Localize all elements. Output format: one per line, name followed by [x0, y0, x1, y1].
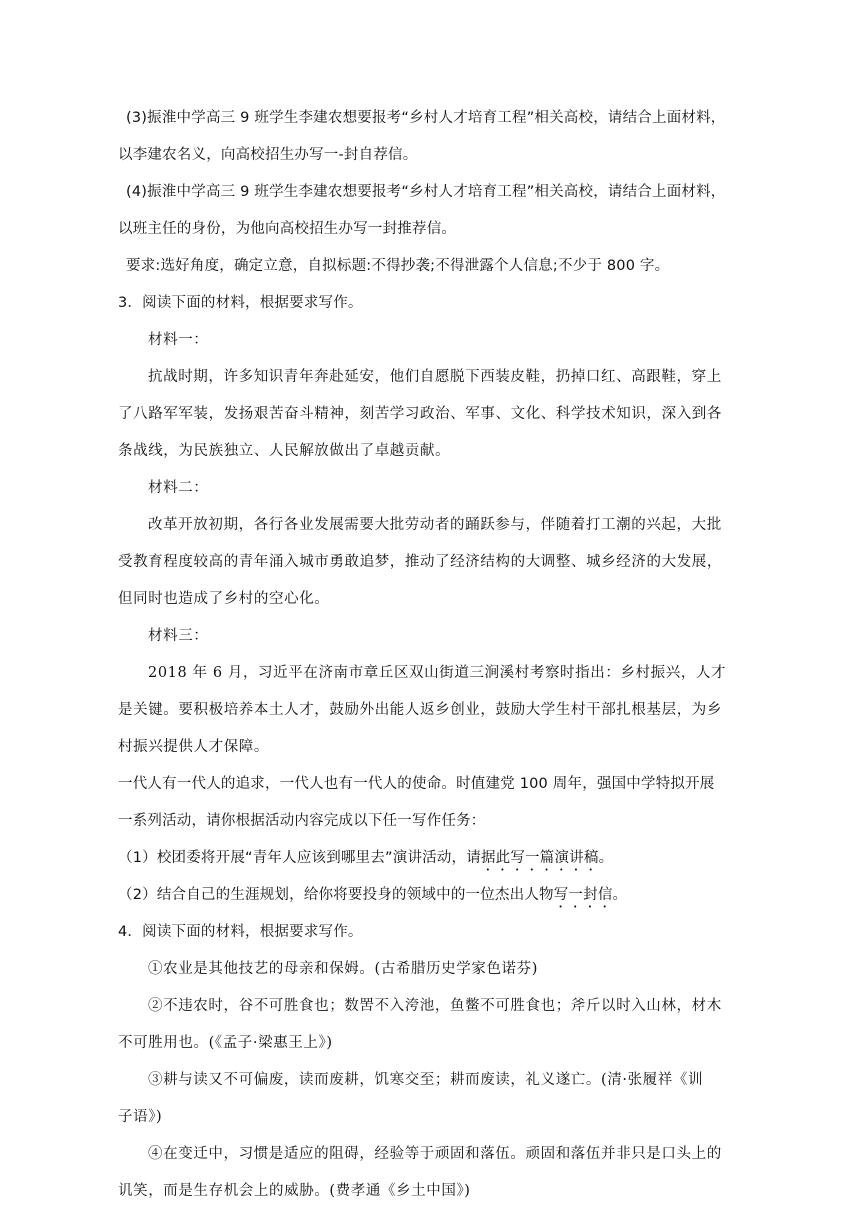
q3-prev-task3-line1: (3)振淮中学高三 9 班学生李建农想要报考“乡村人才培育工程”相关高校，请结合上面材料，: [126, 110, 726, 126]
material-2-line1: 改革开放初期，各行各业发展需要大批劳动者的踊跃参与，伴随着打工潮的兴起，大批: [148, 517, 722, 533]
writing-requirement: 要求:选好角度，确定立意，自拟标题:不得抄袭;不得泄露个人信息;不少于 800 字。: [126, 258, 670, 274]
question-4-heading: 4．阅读下面的材料，根据要求写作。: [118, 924, 363, 940]
quote-3-line1: ③耕与读又不可偏废，读而废耕，饥寒交至；耕而废读，礼义遂亡。(清·张履祥《训: [148, 1072, 704, 1088]
quote-2-line2: 不可胜用也。(《孟子·梁惠王上》): [118, 1035, 333, 1051]
material-2-label: 材料二：: [148, 480, 209, 496]
writing-task-1: [118, 840, 738, 877]
task-intro-line2: 一系列活动，请你根据活动内容完成以下任一写作任务：: [118, 813, 486, 829]
material-3-line1: 2018 年 6 月，习近平在济南市章丘区双山街道三涧溪村考察时指出：乡村振兴，人才: [148, 665, 727, 681]
material-1-line3: 条战线，为民族独立、人民解放做出了卓越贡献。: [118, 443, 451, 459]
q3-prev-task3-line2: 以李建农名义，向高校招生办写一-封自荐信。: [118, 147, 418, 163]
material-3-label: 材料三：: [148, 628, 209, 644]
material-3-line3: 村振兴提供人才保障。: [118, 739, 269, 755]
material-1-line2: 了八路军军装，发扬艰苦奋斗精神，刻苦学习政治、军事、文化、科学技术知识，深入到各: [118, 406, 722, 422]
material-2-line2: 受教育程度较高的青年涌入城市勇敢追梦，推动了经济结构的大调整、城乡经济的大发展，: [118, 554, 722, 570]
quote-4-line1: ④在变迁中，习惯是适应的阻碍，经验等于顽固和落伍。顽固和落伍并非只是口头上的: [148, 1146, 722, 1162]
q3-prev-task4-line2: 以班主任的身份，为他向高校招生办写一封推荐信。: [118, 221, 457, 237]
writing-task-1-emphasis: 据此写一篇演讲稿: [480, 850, 599, 866]
quote-4-line2: 讥笑，而是生存机会上的威胁。(费孝通《乡土中国》): [118, 1183, 471, 1199]
writing-task-1-text: （1）校团委将开展“青年人应该到哪里去”演讲活动，请: [118, 850, 481, 866]
material-1-line1: 抗战时期，许多知识青年奔赴延安，他们自愿脱下西装皮鞋，扔掉口红、高跟鞋，穿上: [148, 369, 722, 385]
quote-1: ①农业是其他技艺的母亲和保姆。(古希腊历史学家色诺芬): [148, 961, 539, 977]
material-1-label: 材料一：: [148, 332, 209, 348]
question-3-heading: 3．阅读下面的材料，根据要求写作。: [118, 295, 363, 311]
writing-task-1-end: 。: [598, 850, 614, 866]
material-3-line2: 是关键。要积极培养本土人才，鼓励外出能人返乡创业，鼓励大学生村干部扎根基层，为乡: [118, 702, 722, 718]
writing-task-2-end: 。: [612, 887, 628, 903]
q3-prev-task4-line1: (4)振淮中学高三 9 班学生李建农想要报考“乡村人才培育工程”相关高校，请结合上面材料，: [126, 184, 726, 200]
document-body: [118, 100, 738, 1210]
writing-task-2-text: （2）结合自己的生涯规划，给你将要投身的领域中的一位杰出人物: [118, 887, 554, 903]
writing-task-2-emphasis: 写一封信: [553, 887, 613, 903]
quote-2-line1: ②不违农时，谷不可胜食也；数罟不入洿池，鱼鳖不可胜食也；斧斤以时入山林，材木: [148, 998, 722, 1014]
task-intro-line1: 一代人有一代人的追求，一代人也有一代人的使命。时值建党 100 周年，强国中学特拟开展: [118, 776, 715, 792]
quote-3-line2: 子语》): [118, 1109, 163, 1125]
writing-task-2: [118, 877, 738, 914]
material-2-line3: 但同时也造成了乡村的空心化。: [118, 591, 330, 607]
